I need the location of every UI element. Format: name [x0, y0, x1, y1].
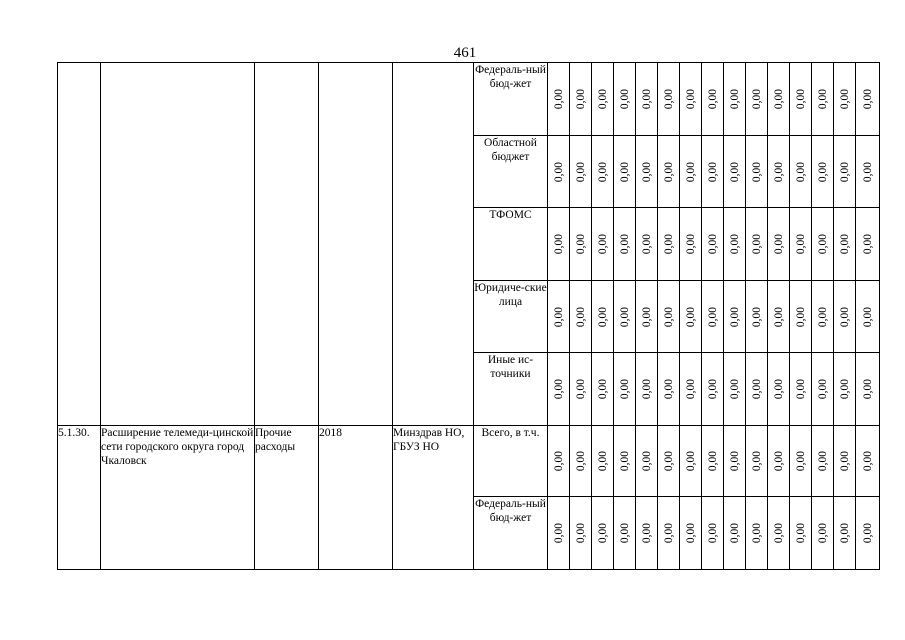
value-text: 0,00: [706, 522, 719, 544]
value-cell: [680, 136, 702, 208]
value-cell: [570, 497, 592, 570]
value-cell: [834, 63, 856, 136]
value-cell: [548, 208, 570, 281]
value-cell: [570, 281, 592, 353]
value-text: 0,00: [772, 88, 785, 110]
value-cell: [724, 426, 746, 497]
value-cell: [636, 426, 658, 497]
value-text: 0,00: [861, 378, 874, 400]
value-cell: [702, 63, 724, 136]
value-cell: [614, 136, 636, 208]
value-text: 0,00: [706, 450, 719, 472]
value-text: 0,00: [772, 233, 785, 255]
value-text: 0,00: [816, 306, 829, 327]
value-text: 0,00: [750, 378, 763, 400]
value-cell: [592, 208, 614, 281]
value-cell: [680, 353, 702, 426]
value-cell: [746, 63, 768, 136]
value-cell: [570, 208, 592, 281]
value-cell: [834, 281, 856, 353]
value-text: 0,00: [794, 450, 807, 472]
value-cell: [636, 353, 658, 426]
value-text: 0,00: [861, 233, 874, 255]
value-cell: [790, 63, 812, 136]
value-cell: [724, 136, 746, 208]
value-cell: [812, 208, 834, 281]
value-text: 0,00: [794, 378, 807, 400]
value-text: 0,00: [640, 161, 653, 182]
value-text: 0,00: [662, 306, 675, 327]
value-cell: [746, 281, 768, 353]
value-cell: [636, 208, 658, 281]
value-text: 0,00: [772, 378, 785, 400]
value-text: 0,00: [552, 450, 565, 472]
value-cell: [768, 353, 790, 426]
value-text: 0,00: [618, 88, 631, 110]
value-text: 0,00: [574, 306, 587, 327]
value-text: 0,00: [861, 161, 874, 182]
value-text: 0,00: [574, 88, 587, 110]
value-text: 0,00: [816, 522, 829, 544]
value-cell: [658, 63, 680, 136]
value-cell: [614, 281, 636, 353]
value-text: 0,00: [574, 522, 587, 544]
value-cell: [812, 63, 834, 136]
continuation-cell: [58, 63, 101, 426]
value-text: 0,00: [750, 450, 763, 472]
value-cell: [856, 353, 880, 426]
expense-type: Прочие расходы: [255, 426, 319, 570]
value-text: 0,00: [662, 378, 675, 400]
continuation-cell: [255, 63, 319, 426]
value-text: 0,00: [596, 522, 609, 544]
funding-source: Юридиче-ские лица: [474, 281, 548, 353]
value-cell: [790, 426, 812, 497]
value-text: 0,00: [618, 450, 631, 472]
value-cell: [658, 281, 680, 353]
value-text: 0,00: [640, 450, 653, 472]
value-text: 0,00: [640, 378, 653, 400]
value-cell: [746, 497, 768, 570]
value-text: 0,00: [728, 161, 741, 182]
value-cell: [812, 281, 834, 353]
value-text: 0,00: [750, 522, 763, 544]
value-cell: [680, 208, 702, 281]
value-text: 0,00: [618, 306, 631, 327]
value-cell: [702, 353, 724, 426]
value-text: 0,00: [596, 450, 609, 472]
value-cell: [812, 353, 834, 426]
value-cell: [680, 426, 702, 497]
value-text: 0,00: [596, 233, 609, 255]
value-text: 0,00: [750, 306, 763, 327]
value-text: 0,00: [684, 161, 697, 182]
value-text: 0,00: [618, 233, 631, 255]
value-cell: [768, 63, 790, 136]
value-cell: [636, 497, 658, 570]
value-cell: [812, 426, 834, 497]
value-cell: [592, 497, 614, 570]
value-cell: [746, 208, 768, 281]
value-cell: [768, 426, 790, 497]
value-cell: [724, 497, 746, 570]
table-row: [58, 426, 880, 497]
executor: Минздрав НО, ГБУЗ НО: [393, 426, 474, 570]
value-cell: [834, 426, 856, 497]
value-cell: [724, 353, 746, 426]
funding-source: Областной бюджет: [474, 136, 548, 208]
value-cell: [834, 497, 856, 570]
value-cell: [680, 63, 702, 136]
value-text: 0,00: [772, 450, 785, 472]
value-cell: [636, 136, 658, 208]
value-cell: [856, 497, 880, 570]
value-text: 0,00: [552, 378, 565, 400]
value-text: 0,00: [684, 306, 697, 327]
value-cell: [614, 208, 636, 281]
budget-table: [57, 62, 880, 570]
value-text: 0,00: [662, 161, 675, 182]
value-text: 0,00: [574, 450, 587, 472]
value-text: 0,00: [684, 378, 697, 400]
value-text: 0,00: [838, 161, 851, 182]
value-cell: [570, 426, 592, 497]
value-text: 0,00: [750, 161, 763, 182]
value-cell: [834, 136, 856, 208]
value-cell: [614, 426, 636, 497]
value-cell: [724, 281, 746, 353]
value-text: 0,00: [618, 522, 631, 544]
value-text: 0,00: [728, 522, 741, 544]
value-text: 0,00: [596, 306, 609, 327]
value-cell: [658, 136, 680, 208]
continuation-cell: [101, 63, 255, 426]
value-cell: [548, 281, 570, 353]
value-text: 0,00: [574, 161, 587, 182]
value-text: 0,00: [662, 233, 675, 255]
value-text: 0,00: [552, 522, 565, 544]
value-cell: [658, 497, 680, 570]
value-cell: [570, 136, 592, 208]
value-text: 0,00: [706, 378, 719, 400]
value-text: 0,00: [684, 522, 697, 544]
continuation-cell: [393, 63, 474, 426]
value-text: 0,00: [552, 88, 565, 110]
value-cell: [658, 208, 680, 281]
value-cell: [592, 281, 614, 353]
value-text: 0,00: [794, 161, 807, 182]
funding-source: ТФОМС: [474, 208, 548, 281]
value-text: 0,00: [640, 88, 653, 110]
value-cell: [548, 353, 570, 426]
value-cell: [856, 208, 880, 281]
value-cell: [702, 281, 724, 353]
value-text: 0,00: [838, 522, 851, 544]
value-text: 0,00: [861, 450, 874, 472]
value-text: 0,00: [706, 161, 719, 182]
value-cell: [636, 63, 658, 136]
value-cell: [768, 136, 790, 208]
value-text: 0,00: [728, 306, 741, 327]
value-cell: [856, 426, 880, 497]
value-cell: [570, 63, 592, 136]
value-cell: [592, 353, 614, 426]
value-text: 0,00: [684, 233, 697, 255]
funding-source: Федераль-ный бюд-жет: [474, 497, 548, 570]
value-text: 0,00: [684, 450, 697, 472]
value-cell: [746, 136, 768, 208]
value-cell: [614, 353, 636, 426]
table-row: [58, 63, 880, 136]
value-cell: [548, 63, 570, 136]
value-cell: [548, 497, 570, 570]
value-cell: [614, 63, 636, 136]
value-text: 0,00: [861, 306, 874, 327]
value-cell: [812, 497, 834, 570]
value-text: 0,00: [838, 233, 851, 255]
value-text: 0,00: [861, 522, 874, 544]
value-text: 0,00: [662, 450, 675, 472]
value-text: 0,00: [772, 522, 785, 544]
value-cell: [702, 426, 724, 497]
value-cell: [812, 136, 834, 208]
value-text: 0,00: [552, 233, 565, 255]
value-cell: [856, 63, 880, 136]
value-text: 0,00: [838, 450, 851, 472]
value-cell: [658, 353, 680, 426]
value-text: 0,00: [552, 306, 565, 327]
value-cell: [724, 63, 746, 136]
funding-source: Всего, в т.ч.: [474, 426, 548, 497]
value-text: 0,00: [596, 161, 609, 182]
value-cell: [790, 136, 812, 208]
value-text: 0,00: [706, 88, 719, 110]
value-cell: [636, 281, 658, 353]
value-cell: [856, 281, 880, 353]
continuation-cell: [319, 63, 393, 426]
value-cell: [614, 497, 636, 570]
value-cell: [790, 353, 812, 426]
value-text: 0,00: [662, 88, 675, 110]
value-cell: [834, 208, 856, 281]
item-name: Расширение телемеди-цинской сети городского округа город Чкаловск: [101, 426, 255, 570]
value-text: 0,00: [618, 161, 631, 182]
value-text: 0,00: [838, 378, 851, 400]
value-text: 0,00: [772, 306, 785, 327]
value-text: 0,00: [574, 233, 587, 255]
value-cell: [592, 136, 614, 208]
page-number: 461: [453, 45, 477, 61]
value-text: 0,00: [861, 88, 874, 110]
item-year: 2018: [319, 426, 393, 570]
value-cell: [768, 208, 790, 281]
value-text: 0,00: [706, 306, 719, 327]
value-text: 0,00: [552, 161, 565, 182]
value-text: 0,00: [618, 378, 631, 400]
value-text: 0,00: [794, 88, 807, 110]
funding-source: Иные ис-точники: [474, 353, 548, 426]
value-text: 0,00: [838, 88, 851, 110]
value-cell: [790, 208, 812, 281]
value-cell: [724, 208, 746, 281]
value-text: 0,00: [794, 522, 807, 544]
value-text: 0,00: [838, 306, 851, 327]
value-cell: [702, 208, 724, 281]
value-cell: [702, 136, 724, 208]
value-cell: [768, 281, 790, 353]
value-cell: [834, 353, 856, 426]
value-text: 0,00: [816, 88, 829, 110]
value-cell: [702, 497, 724, 570]
item-number: 5.1.30.: [58, 426, 101, 570]
value-cell: [746, 353, 768, 426]
value-cell: [570, 353, 592, 426]
value-cell: [746, 426, 768, 497]
value-cell: [548, 136, 570, 208]
value-text: 0,00: [816, 161, 829, 182]
value-cell: [680, 281, 702, 353]
value-text: 0,00: [574, 378, 587, 400]
value-text: 0,00: [816, 378, 829, 400]
value-text: 0,00: [728, 233, 741, 255]
value-text: 0,00: [684, 88, 697, 110]
value-cell: [592, 63, 614, 136]
value-text: 0,00: [772, 161, 785, 182]
value-cell: [768, 497, 790, 570]
value-text: 0,00: [596, 378, 609, 400]
value-text: 0,00: [816, 233, 829, 255]
value-cell: [548, 426, 570, 497]
value-text: 0,00: [794, 306, 807, 327]
value-text: 0,00: [662, 522, 675, 544]
value-text: 0,00: [596, 88, 609, 110]
value-text: 0,00: [728, 88, 741, 110]
value-text: 0,00: [816, 450, 829, 472]
value-cell: [680, 497, 702, 570]
value-cell: [790, 281, 812, 353]
funding-source: Федераль-ный бюд-жет: [474, 63, 548, 136]
value-text: 0,00: [640, 233, 653, 255]
value-cell: [658, 426, 680, 497]
value-cell: [592, 426, 614, 497]
value-text: 0,00: [640, 306, 653, 327]
value-cell: [790, 497, 812, 570]
value-text: 0,00: [640, 522, 653, 544]
value-text: 0,00: [750, 233, 763, 255]
value-text: 0,00: [794, 233, 807, 255]
value-text: 0,00: [728, 378, 741, 400]
value-text: 0,00: [728, 450, 741, 472]
value-text: 0,00: [706, 233, 719, 255]
value-cell: [856, 136, 880, 208]
value-text: 0,00: [750, 88, 763, 110]
